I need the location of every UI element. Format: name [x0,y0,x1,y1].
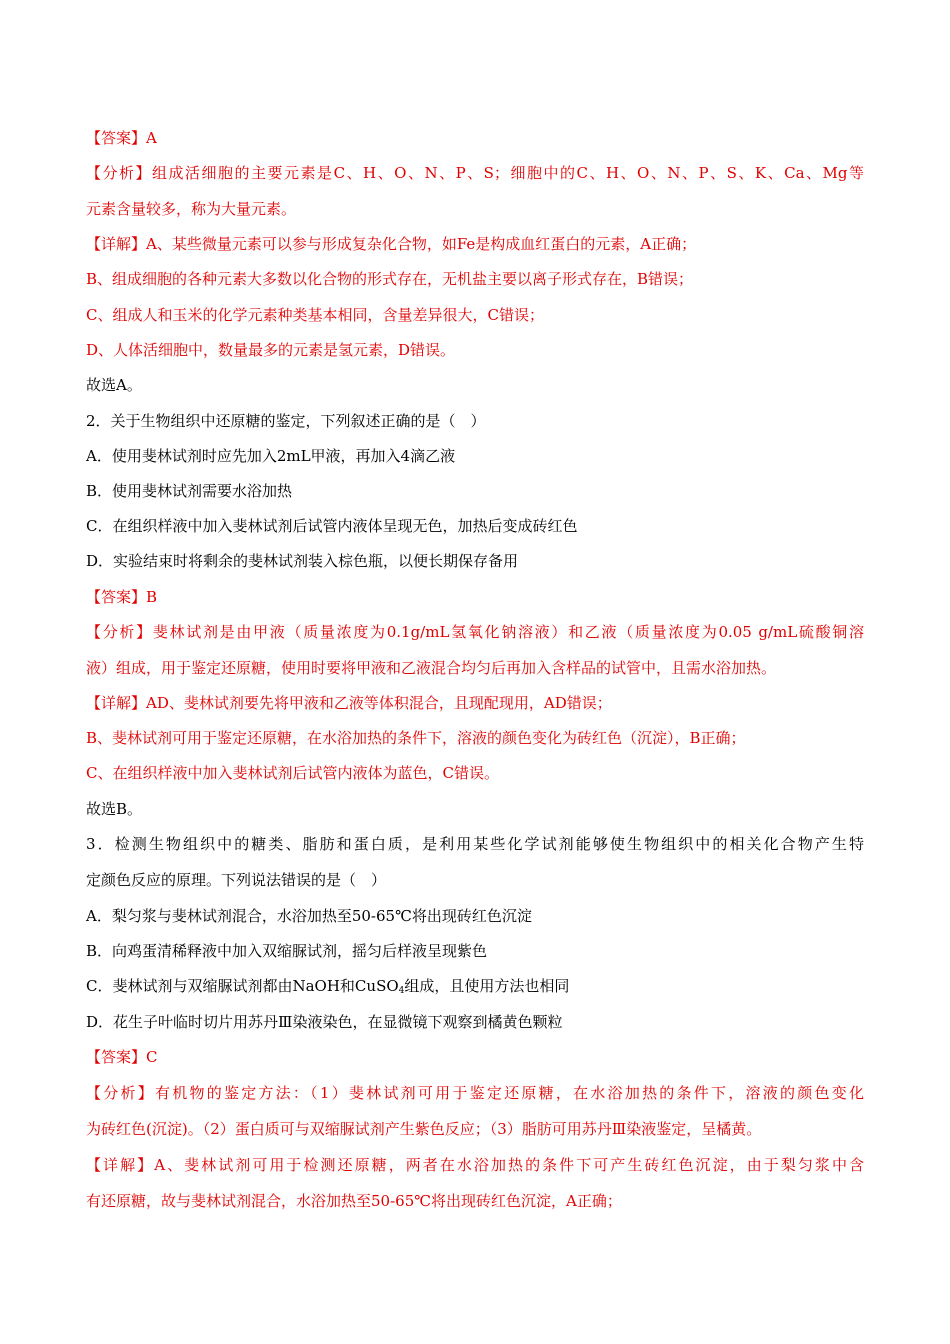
line-text: 2．关于生物组织中还原糖的鉴定，下列叙述正确的是（ ） [86,412,486,430]
line-text: B．使用斐林试剂需要水浴加热 [86,482,293,500]
text-line [86,975,569,997]
line-text: 3．检测生物组织中的糖类、脂肪和蛋白质，是利用某些化学试剂能够使生物组织中的相关化合物产生特 [86,835,864,853]
line-text: B．向鸡蛋清稀释液中加入双缩脲试剂，摇匀后样液呈现紫色 [86,942,488,960]
text-line [86,339,455,361]
text-line [86,940,487,962]
text-line [86,798,142,820]
line-text: D．花生子叶临时切片用苏丹Ⅲ染液染色，在显微镜下观察到橘黄色颗粒 [86,1013,563,1031]
line-text: 故选B。 [86,800,143,818]
text-line [86,833,864,855]
text-line [86,233,696,255]
text-line [86,162,864,184]
text-line [86,869,386,891]
line-text: 液）组成，用于鉴定还原糖，使用时要将甲液和乙液混合均匀后再加入含样品的试管中，且需水浴加热。 [86,659,777,677]
subscript: 4 [398,986,405,996]
text-line [86,762,499,784]
text-line [86,692,612,714]
line-text: 【详解】A、某些微量元素可以参与形成复杂化合物，如Fe是构成血红蛋白的元素，A正确； [86,235,697,253]
line-text: 为砖红色(沉淀)。（2）蛋白质可与双缩脲试剂产生紫色反应；（3）脂肪可用苏丹Ⅲ染液鉴定，呈橘黄。 [86,1120,762,1138]
line-text: C、组成人和玉米的化学元素种类基本相同，含量差异很大，C错误； [86,306,544,324]
line-text: 【详解】AD、斐林试剂要先将甲液和乙液等体积混合，且现配现用，AD错误； [86,694,612,712]
line-text-tail: 组成，且使用方法也相同 [404,977,570,995]
text-line [86,515,577,537]
text-line [86,727,746,749]
line-text: 【分析】有机物的鉴定方法：（1）斐林试剂可用于鉴定还原糖，在水浴加热的条件下，溶液的颜色变化 [86,1084,864,1102]
text-line [86,1082,864,1104]
line-text: 【分析】斐林试剂是由甲液（质量浓度为0.1g/mL氢氧化钠溶液）和乙液（质量浓度为0.05 g/mL硫酸铜溶 [86,623,864,641]
text-line [86,480,292,502]
line-text: 元素含量较多，称为大量元素。 [86,200,297,218]
text-line [86,621,864,643]
line-text: B、组成细胞的各种元素大多数以化合物的形式存在，无机盐主要以离子形式存在，B错误； [86,270,694,288]
text-line [86,198,296,220]
text-line [86,1154,864,1176]
text-line [86,550,518,572]
line-text: D、人体活细胞中，数量最多的元素是氢元素，D错误。 [86,341,456,359]
text-line [86,304,544,326]
text-line [86,586,157,608]
line-text: A．梨匀浆与斐林试剂混合，水浴加热至50-65℃将出现砖红色沉淀 [86,907,532,925]
text-line [86,127,157,149]
line-text: C．斐林试剂与双缩脲试剂都由NaOH和CuSO [86,977,399,995]
line-text: D．实验结束时将剩余的斐林试剂装入棕色瓶，以便长期保存备用 [86,552,519,570]
text-line [86,1011,563,1033]
text-line [86,657,776,679]
text-line [86,374,142,396]
line-text: 定颜色反应的原理。下列说法错误的是（ ） [86,871,387,889]
line-text: 【答案】B [86,588,158,606]
line-text: C、在组织样液中加入斐林试剂后试管内液体为蓝色，C错误。 [86,764,499,782]
line-text: 故选A。 [86,376,142,394]
text-line [86,905,532,927]
text-line [86,445,455,467]
text-line [86,410,486,432]
line-text: B、斐林试剂可用于鉴定还原糖，在水浴加热的条件下，溶液的颜色变化为砖红色（沉淀），B正确； [86,729,746,747]
line-text: 有还原糖，故与斐林试剂混合，水浴加热至50-65℃将出现砖红色沉淀，A正确； [86,1192,622,1210]
line-text: 【答案】C [86,1048,158,1066]
text-line [86,1190,622,1212]
line-text: 【分析】组成活细胞的主要元素是C、H、O、N、P、S；细胞中的C、H、O、N、P、S、K、Ca、Mg等 [86,164,864,182]
line-text: C．在组织样液中加入斐林试剂后试管内液体呈现无色，加热后变成砖红色 [86,517,578,535]
text-line [86,1046,157,1068]
line-text: 【详解】A、斐林试剂可用于检测还原糖，两者在水浴加热的条件下可产生砖红色沉淀，由于梨匀浆中含 [86,1156,864,1174]
line-text: A．使用斐林试剂时应先加入2mL甲液，再加入4滴乙液 [86,447,456,465]
text-line [86,1118,761,1140]
line-text: 【答案】A [86,129,157,147]
text-line [86,268,693,290]
